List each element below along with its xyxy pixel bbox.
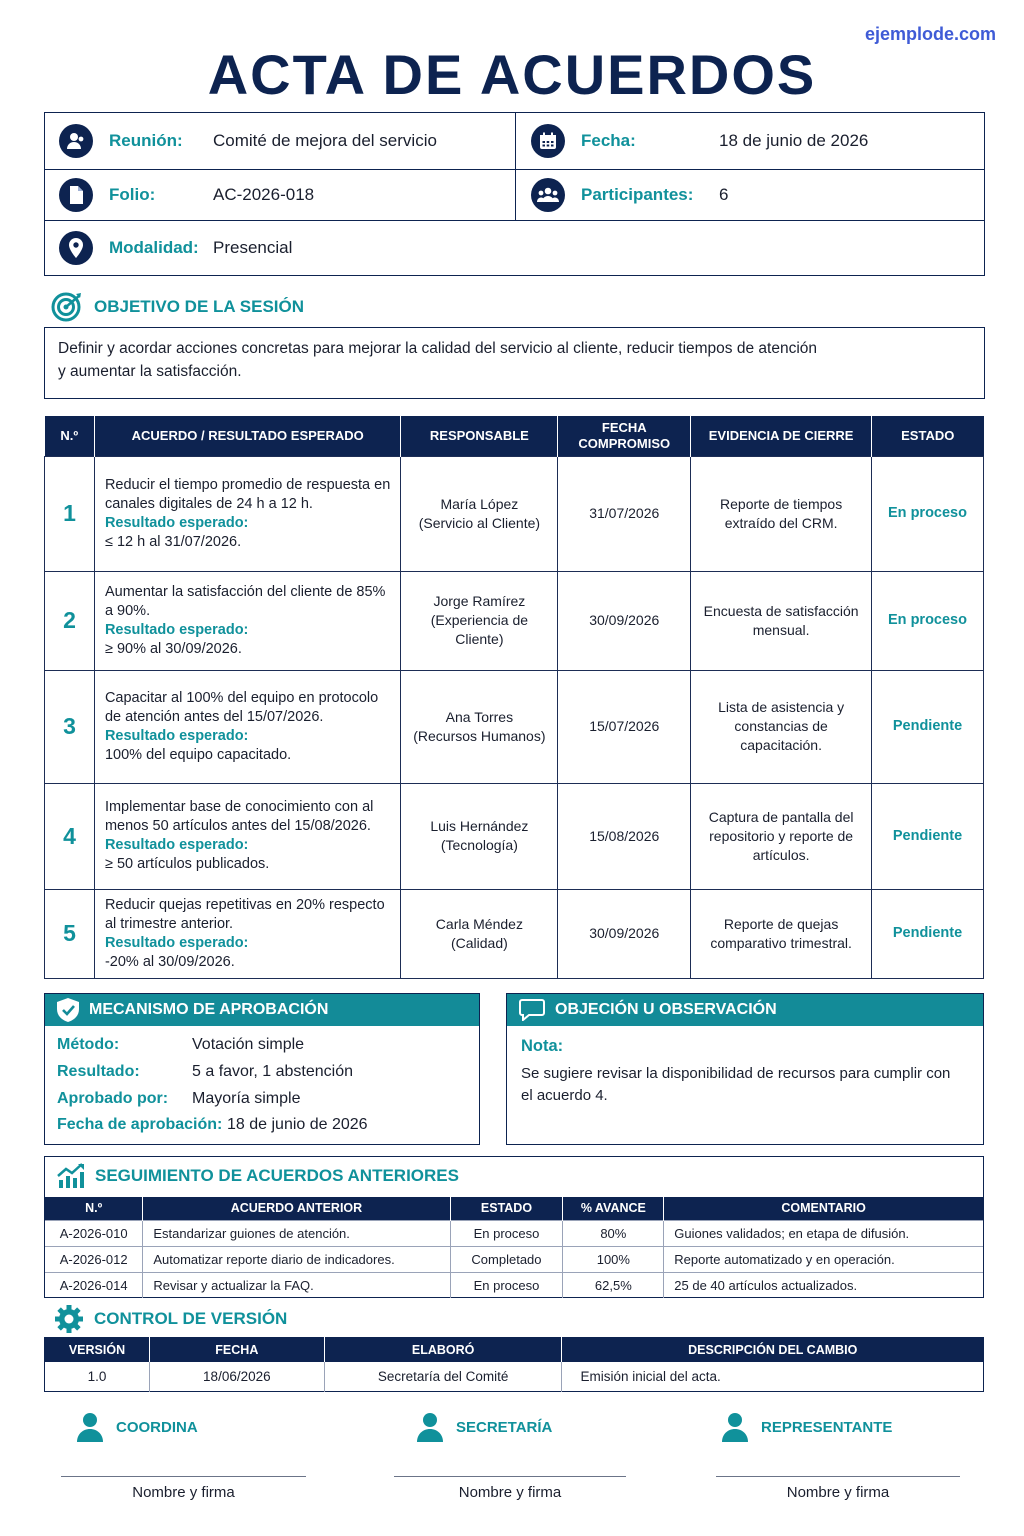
followup-status: En proceso — [450, 1272, 563, 1298]
result-value: -20% al 30/09/2026. — [104, 953, 235, 970]
row-number: 1 — [45, 456, 95, 571]
col-version: VERSIÓN — [45, 1338, 150, 1362]
aprobado-label: Aprobado por: — [57, 1090, 169, 1107]
table-row — [45, 783, 984, 889]
chat-bubble-icon — [519, 999, 545, 1021]
col-status: ESTADO — [450, 1197, 563, 1220]
result-label: Resultado esperado: — [104, 837, 249, 853]
objective-text — [44, 327, 985, 399]
target-icon — [50, 292, 84, 322]
responsible-area: (Tecnología) — [440, 837, 518, 853]
followup-agreement: Estandarizar guiones de atención. — [143, 1220, 450, 1246]
secretaria-label: SECRETARÍA — [456, 1418, 553, 1436]
result-label: Resultado esperado: — [104, 621, 249, 638]
signature-line — [61, 1476, 306, 1477]
agreement-text: Implementar base de conocimiento con al menos 50 artículos antes del 15/08/2026. — [104, 799, 374, 834]
objection-heading-text: OBJECIÓN U OBSERVACIÓN — [555, 1001, 777, 1018]
version-header-row — [45, 1338, 984, 1362]
followup-progress: 80% — [563, 1220, 664, 1246]
responsible-cell — [401, 456, 558, 571]
signature-line — [394, 1476, 626, 1477]
commitment-date: 31/07/2026 — [558, 456, 691, 571]
modalidad-value: Presencial — [213, 238, 293, 257]
followup-progress: 62,5% — [563, 1272, 664, 1298]
coordina-role — [76, 1412, 198, 1442]
reunion-label: Reunión: — [109, 131, 183, 150]
col-evidence: EVIDENCIA DE CIERRE — [691, 416, 872, 456]
followup-heading-text: SEGUIMIENTO DE ACUERDOS ANTERIORES — [95, 1166, 459, 1185]
objective-heading-text: OBJETIVO DE LA SESIÓN — [94, 297, 305, 316]
page-title: ACTA DE ACUERDOS — [207, 43, 817, 106]
responsible-name: Luis Hernández — [430, 818, 529, 834]
bar-chart-icon — [57, 1163, 85, 1189]
commitment-date: 15/07/2026 — [558, 670, 691, 783]
agreement-text: Aumentar la satisfacción del cliente de 85% a 90%. — [104, 583, 386, 619]
evidence-cell: Reporte de tiempos extraído del CRM. — [691, 456, 872, 571]
row-number: 2 — [45, 571, 95, 670]
result-value: 100% del equipo capacitado. — [104, 746, 292, 763]
followup-table — [45, 1197, 983, 1298]
responsible-area: (Calidad) — [450, 934, 508, 951]
responsible-cell — [401, 783, 558, 889]
calendar-icon — [531, 124, 565, 158]
responsible-name: Carla Méndez — [435, 915, 523, 932]
followup-header-row — [45, 1197, 983, 1220]
table-row — [45, 1362, 984, 1392]
info-divider — [515, 113, 516, 221]
signature-secretaria — [416, 1412, 552, 1442]
objective-line-1: Definir y acordar acciones concretas para mejorar la calidad del servicio al cliente, reducir tiempos de atención — [58, 340, 818, 357]
table-row — [45, 571, 984, 670]
objection-heading — [507, 994, 983, 1026]
metodo-row — [57, 1036, 304, 1054]
col-change-description: DESCRIPCIÓN DEL CAMBIO — [562, 1338, 984, 1362]
agreement-cell — [94, 571, 400, 670]
followup-status: Completado — [450, 1246, 563, 1272]
col-num: N.º — [45, 416, 95, 456]
responsible-name: Jorge Ramírez — [433, 593, 526, 609]
status-cell: En proceso — [872, 571, 984, 670]
responsible-area: (Recursos Humanos) — [413, 727, 546, 744]
aprobado-row — [57, 1090, 300, 1108]
responsible-name: Ana Torres — [445, 708, 514, 725]
row-number: 3 — [45, 670, 95, 783]
fecha-value: 18 de junio de 2026 — [719, 131, 869, 150]
responsible-cell — [401, 670, 558, 783]
fecha-aprobacion-label: Fecha de aprobación: — [57, 1116, 223, 1133]
followup-status: En proceso — [450, 1220, 563, 1246]
followup-comment: Reporte automatizado y en operación. — [664, 1246, 983, 1272]
followup-id: A-2026-010 — [45, 1220, 143, 1246]
meeting-info-box — [44, 112, 985, 276]
commitment-date: 15/08/2026 — [558, 783, 691, 889]
agreement-cell — [94, 889, 400, 978]
result-value: ≥ 90% al 30/09/2026. — [104, 640, 242, 657]
reunion-field — [59, 113, 437, 169]
col-agreement: ACUERDO / RESULTADO ESPERADO — [94, 416, 400, 456]
signature-representante — [721, 1412, 892, 1442]
coordina-label: COORDINA — [116, 1418, 198, 1436]
col-id: N.º — [45, 1197, 143, 1220]
followup-agreement: Automatizar reporte diario de indicadores. — [143, 1246, 450, 1272]
folio-label: Folio: — [109, 185, 156, 204]
row-number: 5 — [45, 889, 95, 978]
signature-line — [716, 1476, 960, 1477]
agreement-text: Reducir el tiempo promedio de respuesta en canales digitales de 24 h a 12 h. — [104, 476, 391, 512]
objection-panel — [506, 993, 984, 1145]
reunion-value: Comité de mejora del servicio — [213, 131, 437, 150]
shield-check-icon — [57, 998, 79, 1022]
person-icon — [721, 1412, 749, 1442]
site-url: ejemplode.com — [864, 24, 996, 44]
followup-box — [44, 1156, 984, 1298]
status-cell: Pendiente — [872, 783, 984, 889]
secretaria-name-label: Nombre y firma — [458, 1484, 562, 1501]
commitment-date: 30/09/2026 — [558, 571, 691, 670]
table-row — [45, 1220, 983, 1246]
version-heading — [54, 1304, 287, 1334]
info-row-3 — [45, 221, 984, 275]
signature-coordina — [76, 1412, 198, 1442]
participantes-value: 6 — [719, 185, 729, 204]
resultado-row — [57, 1063, 353, 1081]
col-date: FECHA — [149, 1338, 324, 1362]
col-progress: % AVANCE — [563, 1197, 664, 1220]
table-row — [45, 1246, 983, 1272]
followup-comment: 25 de 40 artículos actualizados. — [664, 1272, 983, 1298]
followup-agreement: Revisar y actualizar la FAQ. — [143, 1272, 450, 1298]
commitment-date: 30/09/2026 — [558, 889, 691, 978]
result-value: ≤ 12 h al 31/07/2026. — [104, 533, 242, 550]
representante-role — [721, 1412, 892, 1442]
group-icon — [531, 178, 565, 212]
approval-heading-text: MECANISMO DE APROBACIÓN — [89, 1001, 329, 1018]
objective-line-2: y aumentar la satisfacción. — [58, 363, 242, 380]
approval-heading — [45, 994, 479, 1026]
users-icon — [59, 124, 93, 158]
status-cell: Pendiente — [872, 889, 984, 978]
folio-value: AC-2026-018 — [213, 185, 315, 204]
version-number: 1.0 — [45, 1362, 150, 1392]
resultado-label: Resultado: — [57, 1063, 140, 1080]
col-responsible: RESPONSABLE — [401, 416, 558, 456]
version-description: Emisión inicial del acta. — [580, 1368, 721, 1384]
evidence-cell: Reporte de quejas comparativo trimestral. — [691, 889, 872, 978]
col-date: FECHA COMPROMISO — [558, 416, 691, 456]
metodo-value: Votación simple — [192, 1036, 305, 1053]
row-number: 4 — [45, 783, 95, 889]
responsible-cell — [401, 571, 558, 670]
result-label: Resultado esperado: — [104, 514, 249, 531]
result-value: ≥ 50 artículos publicados. — [104, 856, 270, 872]
responsible-area: (Experiencia de Cliente) — [430, 612, 529, 647]
result-label: Resultado esperado: — [104, 727, 249, 744]
fecha-aprobacion-row — [57, 1116, 368, 1134]
metodo-label: Método: — [57, 1036, 120, 1053]
person-icon — [416, 1412, 444, 1442]
modalidad-label: Modalidad: — [109, 238, 199, 257]
followup-id: A-2026-012 — [45, 1246, 143, 1272]
col-status: ESTADO — [872, 416, 984, 456]
folio-field — [59, 170, 314, 220]
responsible-cell — [401, 889, 558, 978]
status-cell: Pendiente — [872, 670, 984, 783]
responsible-area: (Servicio al Cliente) — [418, 514, 541, 531]
responsible-name: María López — [440, 495, 519, 512]
col-comment: COMENTARIO — [664, 1197, 983, 1220]
version-table — [44, 1337, 984, 1392]
table-row — [45, 1272, 983, 1298]
agreements-header-row — [45, 416, 984, 456]
modalidad-field — [59, 221, 292, 275]
table-row — [45, 889, 984, 978]
approval-panel — [44, 993, 480, 1145]
agreement-cell — [94, 456, 400, 571]
secretaria-role — [416, 1412, 552, 1442]
participantes-field — [531, 170, 728, 220]
followup-comment: Guiones validados; en etapa de difusión. — [664, 1220, 983, 1246]
representante-label: REPRESENTANTE — [761, 1418, 893, 1436]
objective-heading — [50, 292, 304, 322]
agreements-table — [44, 416, 984, 979]
col-previous-agreement: ACUERDO ANTERIOR — [143, 1197, 450, 1220]
evidence-cell: Lista de asistencia y constancias de capacitación. — [691, 670, 872, 783]
aprobado-value: Mayoría simple — [192, 1090, 301, 1107]
participantes-label: Participantes: — [581, 185, 694, 204]
person-icon — [76, 1412, 104, 1442]
fecha-aprobacion-value: 18 de junio de 2026 — [227, 1116, 368, 1133]
agreement-text: Reducir quejas repetitivas en 20% respecto al trimestre anterior. — [104, 896, 385, 932]
followup-id: A-2026-014 — [45, 1272, 143, 1298]
nota-text: Se sugiere revisar la disponibilidad de recursos para cumplir con el acuerdo 4. — [521, 1065, 951, 1104]
followup-progress: 100% — [563, 1246, 664, 1272]
evidence-cell: Captura de pantalla del repositorio y reporte de artículos. — [691, 783, 872, 889]
coordina-name-label: Nombre y firma — [132, 1484, 235, 1501]
evidence-cell: Encuesta de satisfacción mensual. — [691, 571, 872, 670]
representante-name-label: Nombre y firma — [786, 1484, 890, 1501]
nota-label: Nota: — [521, 1037, 564, 1055]
resultado-value: 5 a favor, 1 abstención — [192, 1063, 353, 1080]
agreement-cell — [94, 670, 400, 783]
fecha-field — [531, 113, 868, 169]
version-author: Secretaría del Comité — [324, 1362, 562, 1392]
fecha-label: Fecha: — [581, 131, 636, 150]
table-row — [45, 670, 984, 783]
version-date: 18/06/2026 — [149, 1362, 324, 1392]
followup-heading — [57, 1163, 459, 1189]
document-icon — [59, 178, 93, 212]
gear-icon — [54, 1304, 84, 1334]
version-heading-text: CONTROL DE VERSIÓN — [94, 1309, 288, 1328]
status-cell: En proceso — [872, 456, 984, 571]
result-label: Resultado esperado: — [104, 934, 249, 951]
agreement-cell — [94, 783, 400, 889]
table-row — [45, 456, 984, 571]
agreement-text: Capacitar al 100% del equipo en protocolo de atención antes del 15/07/2026. — [104, 689, 379, 725]
location-pin-icon — [59, 231, 93, 265]
col-author: ELABORÓ — [324, 1338, 562, 1362]
